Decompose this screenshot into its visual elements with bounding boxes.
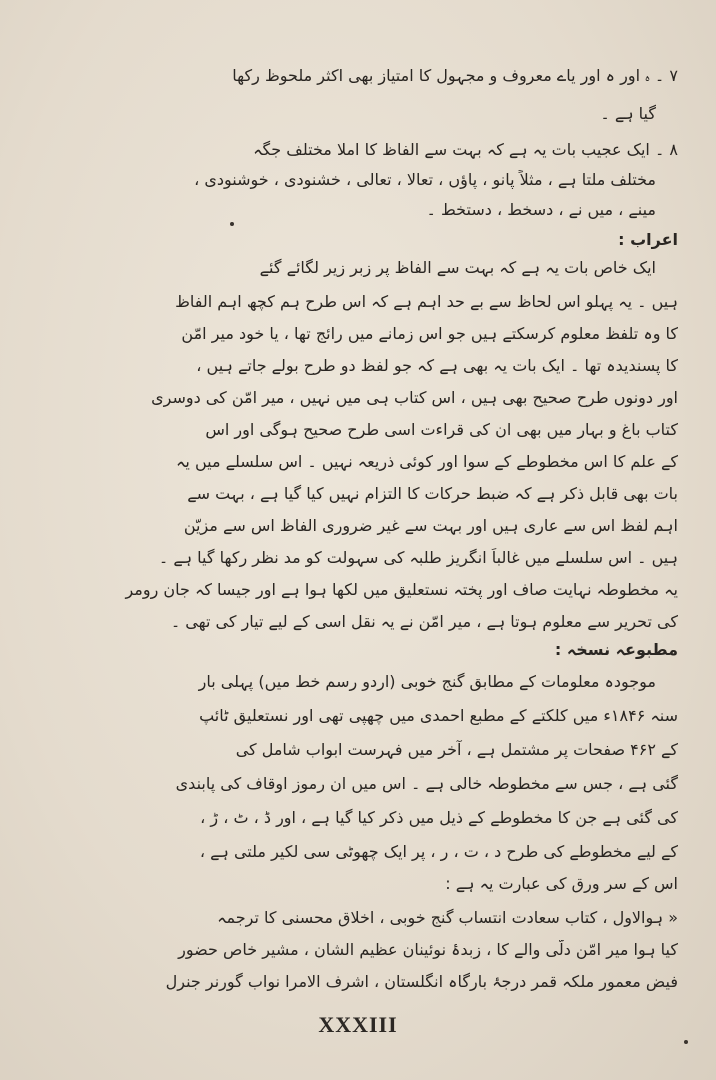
body-line: بات بھی قابل ذکر ہے کہ ضبط حرکات کا التزام نہیں کیا گیا ہے ، بہت سے bbox=[187, 484, 678, 503]
body-line: مینے ، میں نے ، دسخط ، دستخط ۔ bbox=[426, 200, 656, 219]
section-heading: اعراب : bbox=[618, 230, 678, 249]
section-heading: مطبوعہ نسخہ : bbox=[554, 640, 678, 659]
body-line: کا وہ تلفظ معلوم کرسکتے ہیں جو اس زمانے میں رائج تھا ، یا خود میر امّن bbox=[181, 324, 678, 343]
body-line: کے لیے مخطوطے کی طرح د ، ت ، ر ، پر ایک چھوٹی سی لکیر ملتی ہے ، bbox=[199, 842, 678, 861]
body-line: ۷ ۔ ﮦ اور ہ اور یاے معروف و مجہول کا امتیاز بھی اکثر ملحوظ رکھا bbox=[232, 66, 678, 85]
page-number: XXXIII bbox=[318, 1012, 398, 1037]
body-line: کے ۴۶۲ صفحات پر مشتمل ہے ، آخر میں فہرست ابواب شامل کی bbox=[235, 740, 678, 759]
body-line: کیا ہوا میر امّن دلّی والے کا ، زبدۂ نوئینان عظیم الشان ، مشیر خاص حضور bbox=[178, 940, 678, 959]
body-line: گئی ہے ، جس سے مخطوطہ خالی ہے ۔ اس میں ان رموز اوقاف کی پابندی bbox=[175, 774, 678, 793]
body-line: اس کے سر ورق کی عبارت یہ ہے : bbox=[445, 874, 678, 893]
speck bbox=[684, 1040, 688, 1044]
body-line: ہیں ۔ یہ پہلو اس لحاظ سے بے حد اہم ہے کہ اس طرح ہم کچھ اہم الفاظ bbox=[175, 292, 678, 311]
body-line: کی گئی ہے جن کا مخطوطے کے ذیل میں ذکر کیا گیا ہے ، اور ڈ ، ٹ ، ڑ ، bbox=[200, 808, 678, 827]
body-line: مختلف ملتا ہے ، مثلاً پانو ، پاؤں ، تعالا ، تعالی ، خشنودی ، خوشنودی ، bbox=[194, 170, 656, 189]
speck bbox=[230, 222, 234, 226]
body-line: سنہ ۱۸۴۶ء میں کلکتے کے مطبع احمدی میں چھپی تھی اور نستعلیق ٹائپ bbox=[199, 706, 678, 725]
page-body bbox=[50, 0, 678, 1000]
body-line: اور دونوں طرح صحیح بھی ہیں ، اس کتاب ہی میں نہیں ، میر امّن کی دوسری bbox=[151, 388, 678, 407]
body-line: کی تحریر سے معلوم ہوتا ہے ، میر امّن نے یہ نقل اسی کے لیے تیار کی تھی ۔ bbox=[170, 612, 678, 631]
body-line: کتاب باغ و بہار میں بھی ان کی قراءت اسی طرح صحیح ہوگی اور اس bbox=[205, 420, 678, 439]
body-line: یہ مخطوطہ نہایت صاف اور پختہ نستعلیق میں لکھا ہوا ہے اور جیسا کہ جان رومر bbox=[125, 580, 678, 599]
body-line: ۸ ۔ ایک عجیب بات یہ ہے کہ بہت سے الفاظ کا املا مختلف جگہ bbox=[253, 140, 678, 159]
body-line: موجودہ معلومات کے مطابق گنج خوبی (اردو رسم خط میں) پہلی بار bbox=[198, 672, 656, 691]
body-line: فیض معمور ملکہ قمر درجۂ بارگاہ انگلستان ، اشرف الامرا نواب گورنر جنرل bbox=[165, 972, 678, 991]
body-line: « ہوالاول ، کتاب سعادت انتساب گنج خوبی ، اخلاق محسنی کا ترجمہ bbox=[217, 908, 678, 927]
body-line: ایک خاص بات یہ ہے کہ بہت سے الفاظ پر زبر زیر لگائے گئے bbox=[259, 258, 656, 277]
body-line: کا پسندیدہ تھا ۔ ایک بات یہ بھی ہے کہ جو لفظ دو طرح بولے جاتے ہیں ، bbox=[196, 356, 678, 375]
body-line: ہیں ۔ اس سلسلے میں غالباً انگریز طلبہ کی سہولت کو مد نظر رکھا گیا ہے ۔ bbox=[158, 548, 678, 567]
body-line: گیا ہے ۔ bbox=[600, 104, 656, 123]
body-line: اہم لفظ اس سے عاری ہیں اور بہت سے غیر ضروری الفاظ اس سے مزیّن bbox=[183, 516, 678, 535]
body-line: کے علم کا اس مخطوطے کے سوا اور کوئی ذریعہ نہیں ۔ اس سلسلے میں یہ bbox=[176, 452, 678, 471]
